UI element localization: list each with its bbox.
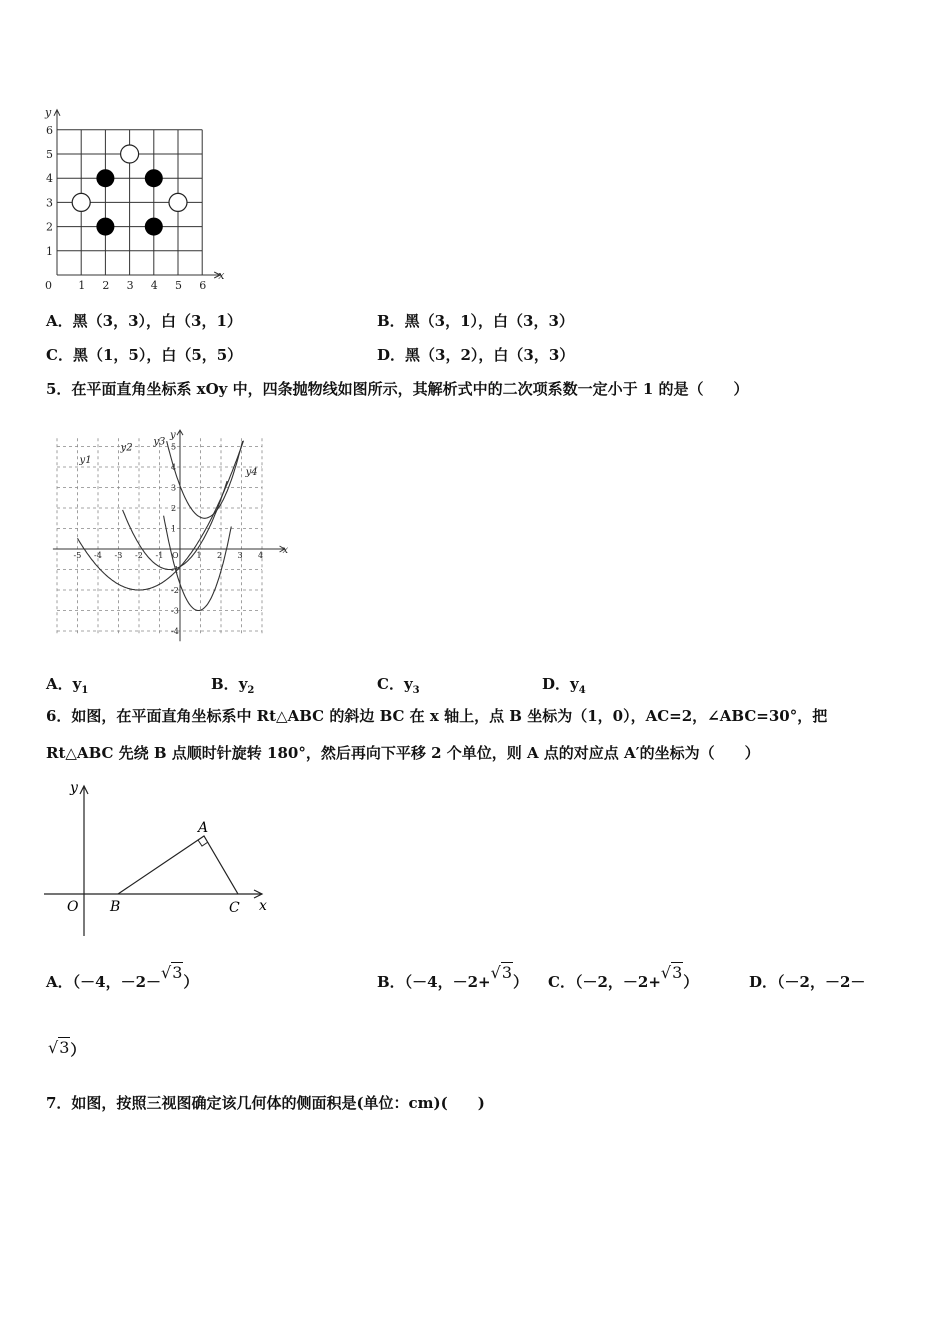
- q6-option-c-radicand: 3: [672, 963, 683, 982]
- q4-x-tick: 4: [150, 279, 158, 292]
- q6-option-d-continuation: [48, 1040, 85, 1060]
- q6-option-d-sqrt: √3: [48, 1038, 70, 1057]
- q5-option-c[interactable]: [377, 674, 420, 701]
- q4-white-stone: [121, 145, 139, 163]
- q4-x-label: x: [218, 269, 225, 282]
- q5-curve-label: y2: [120, 442, 133, 454]
- q5-option-b-letter: B．: [211, 675, 239, 693]
- q4-white-stone: [72, 193, 90, 211]
- q6-y-label: y: [70, 780, 78, 796]
- q5-x-tick: 1: [196, 551, 202, 560]
- q5-y-tick: 1: [171, 524, 177, 534]
- q4-y-tick: 4: [46, 172, 53, 186]
- q6-x-label: x: [259, 898, 267, 914]
- q6-option-b-sqrt: √3: [490, 963, 513, 982]
- q4-y-tick: 3: [46, 196, 53, 210]
- q4-option-c[interactable]: C．黑（1，5），白（5，5）: [46, 346, 243, 364]
- q4-y-tick: 1: [46, 244, 53, 258]
- q6-o-label: O: [67, 899, 79, 915]
- q5-y-label: y: [170, 430, 176, 442]
- q5-option-b-sub: 2: [247, 685, 255, 696]
- q5-option-c-letter: C．: [377, 675, 404, 693]
- q5-y-tick: 3: [171, 483, 177, 493]
- q6-option-d-post: ）: [70, 1041, 86, 1059]
- q7-stem: 7．如图，按照三视图确定该几何体的侧面积是(单位：cm)( ): [46, 1094, 485, 1112]
- q5-x-tick: -5: [73, 551, 82, 560]
- q5-stem: 5．在平面直角坐标系 xOy 中，四条抛物线如图所示，其解析式中的二次项系数一定小于 1 的是（ ）: [46, 380, 749, 398]
- q5-parabola-y4: [167, 441, 243, 518]
- q6-option-b-post: ）: [513, 973, 529, 991]
- q5-x-label: x: [282, 545, 289, 556]
- q4-x-tick: 3: [126, 279, 134, 292]
- q5-curve-label: y3: [153, 436, 166, 448]
- q6-option-a-radicand: 3: [172, 963, 183, 982]
- q5-option-a[interactable]: [46, 674, 88, 701]
- q5-option-c-var: y: [403, 675, 413, 693]
- q6-option-b-pre: B．（－4，－2+: [377, 973, 491, 991]
- q5-y-tick: -3: [171, 606, 179, 616]
- q6-option-a-post: ）: [183, 973, 199, 991]
- q5-option-b[interactable]: [211, 674, 254, 701]
- q5-y-tick: 5: [171, 442, 177, 452]
- q6-stem-line2: Rt△ABC 先绕 B 点顺时针旋转 180°，然后再向下平移 2 个单位，则 A 点的对应点 A′的坐标为（ ）: [46, 744, 760, 762]
- q4-white-stone: [169, 193, 187, 211]
- q6-option-b[interactable]: [377, 963, 529, 992]
- q5-option-d-sub: 4: [578, 685, 586, 696]
- q4-x-tick: 6: [199, 279, 207, 292]
- q5-x-tick: 4: [258, 551, 264, 560]
- q6-c-label: C: [229, 900, 240, 916]
- q6-option-a[interactable]: [46, 963, 199, 992]
- q4-y-tick: 6: [46, 123, 53, 137]
- q5-option-a-var: y: [72, 675, 82, 693]
- q5-option-a-letter: A．: [46, 675, 73, 693]
- q5-x-tick: -1: [155, 551, 164, 560]
- q5-y-tick: -1: [171, 565, 179, 575]
- q5-x-tick: 2: [217, 551, 223, 560]
- q5-y-tick: -4: [171, 627, 179, 636]
- q5-y-tick: 4: [171, 463, 177, 472]
- q6-option-a-pre: A．（－4，－2－: [46, 973, 162, 991]
- q5-option-a-sub: 1: [81, 685, 89, 696]
- q4-black-stone: [145, 169, 163, 187]
- q5-option-b-var: y: [238, 675, 248, 693]
- q6-option-d-radicand: 3: [59, 1038, 70, 1057]
- q6-b-label: B: [110, 899, 121, 915]
- q5-x-tick: 3: [237, 551, 243, 560]
- q4-x-tick: 1: [78, 279, 86, 292]
- q5-curve-label: y1: [79, 454, 92, 466]
- q6-stem-line1: 6．如图，在平面直角坐标系中 Rt△ABC 的斜边 BC 在 x 轴上，点 B 坐标为（1，0），AC=2，∠ABC=30°，把: [46, 707, 828, 725]
- q6-option-c-pre: C．（－2，－2+: [548, 973, 661, 991]
- q4-x-tick: 5: [175, 279, 182, 292]
- q4-y-tick: 2: [46, 220, 53, 234]
- q6-triangle-figure: [40, 778, 280, 940]
- q6-a-label: A: [198, 820, 209, 836]
- q6-option-d[interactable]: [749, 972, 865, 992]
- q5-origin-label: O: [172, 551, 179, 560]
- q5-x-tick: -4: [94, 551, 102, 560]
- q5-x-tick: -2: [135, 551, 143, 560]
- q6-option-d-pre: D．（－2，－2－: [749, 973, 866, 991]
- q5-x-tick: -3: [114, 551, 123, 560]
- q5-y-tick: 2: [171, 504, 177, 513]
- q4-option-a[interactable]: A．黑（3，3），白（3，1）: [46, 312, 242, 330]
- q5-option-d[interactable]: [542, 674, 586, 701]
- q5-parabolas-figure: [45, 422, 295, 647]
- q4-black-stone: [96, 169, 114, 187]
- q4-origin-label: 0: [45, 279, 52, 292]
- q4-x-tick: 2: [102, 279, 110, 292]
- q5-option-d-var: y: [570, 675, 579, 693]
- q4-y-tick: 5: [46, 148, 53, 161]
- q4-y-label: y: [45, 105, 52, 119]
- q6-option-b-radicand: 3: [501, 963, 513, 982]
- q4-black-stone: [96, 218, 114, 236]
- q5-curve-label: y4: [245, 467, 258, 479]
- q5-y-tick: -2: [171, 586, 179, 595]
- q4-go-board-figure: [40, 105, 240, 295]
- q5-option-d-letter: D．: [542, 675, 571, 693]
- q4-option-b[interactable]: B．黑（3，1），白（3，3）: [377, 312, 574, 330]
- q6-option-a-sqrt: √3: [161, 963, 183, 982]
- q6-option-c-sqrt: √3: [660, 963, 683, 982]
- q6-triangle-abc: [118, 836, 238, 894]
- q6-option-c[interactable]: [548, 963, 699, 992]
- q6-option-c-post: ）: [683, 973, 699, 991]
- q4-option-d[interactable]: D．黑（3，2），白（3，3）: [377, 346, 575, 364]
- q5-option-c-sub: 3: [412, 685, 420, 696]
- q4-black-stone: [145, 218, 163, 236]
